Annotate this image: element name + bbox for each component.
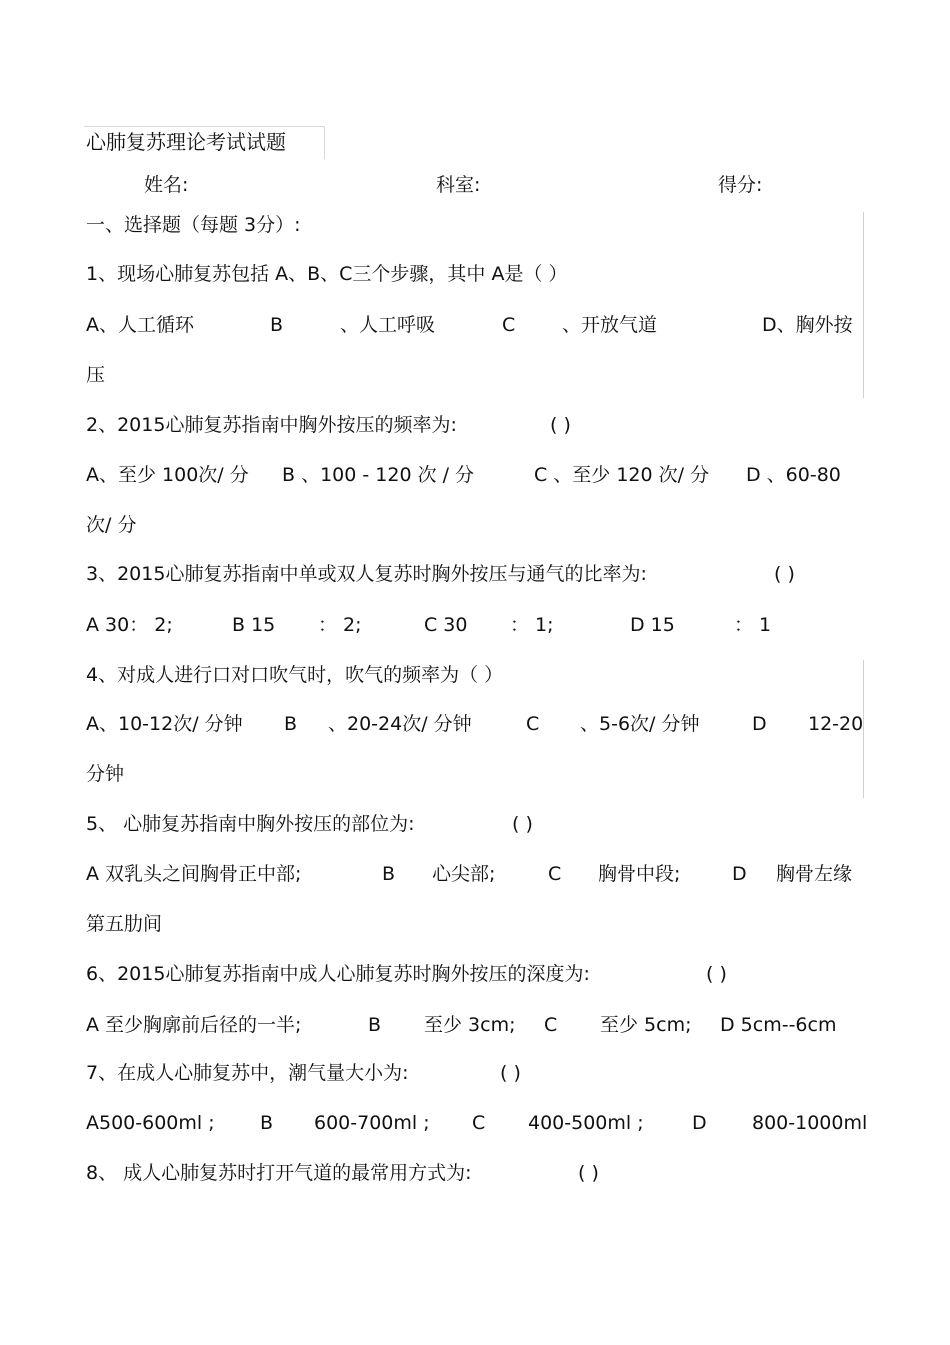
option-d-letter: D 15 xyxy=(630,614,675,636)
question-options xyxy=(86,612,864,638)
option-c-letter: C xyxy=(502,314,516,336)
answer-blank: ( ) xyxy=(550,414,571,436)
answer-blank: ( ) xyxy=(706,963,727,985)
question-options xyxy=(86,312,864,338)
question-options-cont: 次/ 分 xyxy=(86,514,137,536)
question-options-cont: 压 xyxy=(86,364,106,386)
option-b: B 、100 - 120 次 / 分 xyxy=(282,464,475,486)
option-c-letter: C xyxy=(544,1014,558,1036)
question-stem: 4、对成人进行口对口吹气时，吹气的频率为（ ） xyxy=(86,664,504,686)
option-a: A 30： 2; xyxy=(86,614,173,636)
option-a: A 至少胸廓前后径的一半; xyxy=(86,1014,302,1036)
option-c-text: 400-500ml ; xyxy=(528,1112,644,1134)
option-b-letter: B xyxy=(382,863,396,885)
option-c-letter: C xyxy=(472,1112,486,1134)
header-fields xyxy=(86,172,864,198)
department-label: 科室: xyxy=(436,174,481,196)
option-d-text: 12-20 xyxy=(808,713,864,735)
option-b-text: 600-700ml ; xyxy=(314,1112,430,1134)
option-b-text: 、人工呼吸 xyxy=(340,314,436,336)
question-stem xyxy=(86,811,864,837)
question-stem xyxy=(86,561,864,587)
option-b-text: 心尖部; xyxy=(432,863,496,885)
option-c-text: 、开放气道 xyxy=(562,314,658,336)
question-options-cont: 第五肋间 xyxy=(86,913,163,935)
question-options-cont: 分钟 xyxy=(86,763,125,785)
option-b-text: 至少 3cm; xyxy=(424,1014,516,1036)
option-b-text: 、20-24次/ 分钟 xyxy=(328,713,472,735)
option-c-letter: C 30 xyxy=(424,614,468,636)
option-c-text: 胸骨中段; xyxy=(598,863,681,885)
option-a: A500-600ml ; xyxy=(86,1112,215,1134)
question-stem xyxy=(86,961,864,987)
option-d-letter: D xyxy=(752,713,767,735)
option-b-letter: B xyxy=(284,713,298,735)
option-b-letter: B xyxy=(368,1014,382,1036)
question-stem: 1、现场心肺复苏包括 A、B、C三个步骤，其中 A是（ ） xyxy=(86,263,568,285)
option-a: A、人工循环 xyxy=(86,314,194,336)
option-c-text: 至少 5cm; xyxy=(600,1014,692,1036)
question-stem-text: 8、 成人心肺复苏时打开气道的最常用方式为: xyxy=(86,1162,472,1184)
option-c-text: 、5-6次/ 分钟 xyxy=(580,713,700,735)
option-a: A、至少 100次/ 分 xyxy=(86,464,249,486)
question-stem-text: 6、2015心肺复苏指南中成人心肺复苏时胸外按压的深度为: xyxy=(86,963,590,985)
option-a: A、10-12次/ 分钟 xyxy=(86,713,243,735)
option-d-letter: D xyxy=(692,1112,707,1134)
option-d-text: 800-1000ml xyxy=(752,1112,868,1134)
question-stem xyxy=(86,412,864,438)
option-b-letter: B xyxy=(260,1112,274,1134)
answer-blank: ( ) xyxy=(500,1062,521,1084)
option-b-letter: B xyxy=(270,314,284,336)
option-d: D 5cm--6cm xyxy=(720,1014,837,1036)
answer-blank: ( ) xyxy=(512,813,533,835)
option-c: C 、至少 120 次/ 分 xyxy=(534,464,710,486)
section-heading: 一、选择题（每题 3分）: xyxy=(86,214,301,236)
question-stem-text: 5、 心肺复苏指南中胸外按压的部位为: xyxy=(86,813,415,835)
question-stem xyxy=(86,1160,864,1186)
name-label: 姓名: xyxy=(144,174,189,196)
page-title: 心肺复苏理论考试试题 xyxy=(86,130,286,154)
answer-blank: ( ) xyxy=(578,1162,599,1184)
question-options xyxy=(86,711,864,737)
option-c-letter: C xyxy=(548,863,562,885)
option-d: D 、60-80 xyxy=(746,464,841,486)
option-b-letter: B 15 xyxy=(232,614,276,636)
option-d-text: 胸骨左缘 xyxy=(776,863,853,885)
question-options xyxy=(86,1110,868,1136)
question-stem-text: 3、2015心肺复苏指南中单或双人复苏时胸外按压与通气的比率为: xyxy=(86,563,647,585)
question-stem xyxy=(86,1060,864,1086)
option-c-letter: C xyxy=(526,713,540,735)
option-c-text: ： 1; xyxy=(510,614,554,636)
option-d: D、胸外按 xyxy=(762,314,853,336)
question-options xyxy=(86,462,864,488)
option-b-text: ： 2; xyxy=(318,614,362,636)
question-stem-text: 2、2015心肺复苏指南中胸外按压的频率为: xyxy=(86,414,457,436)
option-a: A 双乳头之间胸骨正中部; xyxy=(86,863,302,885)
option-d-letter: D xyxy=(732,863,747,885)
score-label: 得分: xyxy=(718,174,763,196)
question-options xyxy=(86,1012,864,1038)
option-d-text: ： 1 xyxy=(734,614,772,636)
answer-blank: ( ) xyxy=(774,563,795,585)
question-stem-text: 7、在成人心肺复苏中，潮气量大小为: xyxy=(86,1062,409,1084)
question-options xyxy=(86,861,864,887)
